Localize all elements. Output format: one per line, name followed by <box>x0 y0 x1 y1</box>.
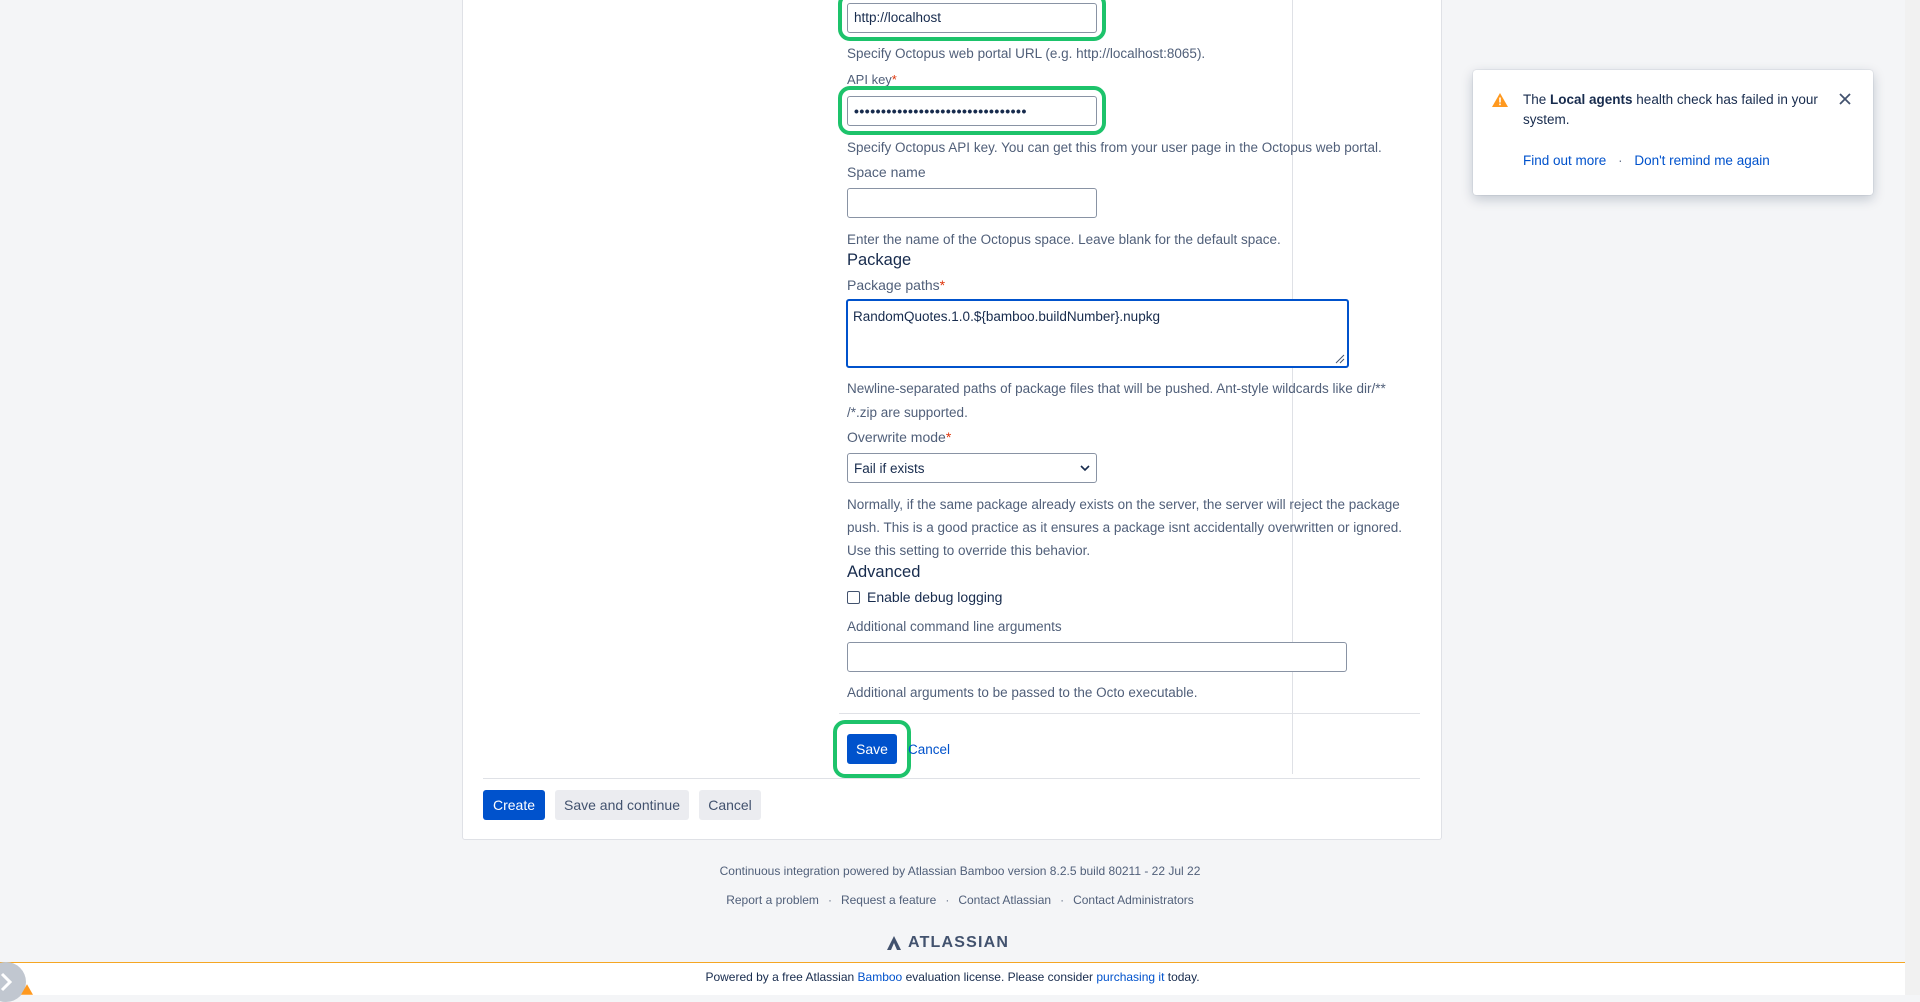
chevron-down-icon <box>1080 463 1090 473</box>
create-button[interactable]: Create <box>483 790 545 820</box>
overwrite-help-line-2: push. This is a good practice as it ensures a package isnt accidentally overwritten or ignored. <box>847 520 1403 535</box>
license-text-suffix: today. <box>1164 970 1200 984</box>
contact-administrators-link[interactable]: Contact Administrators <box>1073 893 1194 907</box>
space-name-label: Space name <box>847 164 926 180</box>
package-paths-value: RandomQuotes.1.0.${bamboo.buildNumber}.nupkg <box>853 309 1160 324</box>
footer-links: Report a problem · Request a feature · Contact Atlassian · Contact Administrators <box>726 893 1194 907</box>
server-url-help: Specify Octopus web portal URL (e.g. http://localhost:8065). <box>847 46 1206 61</box>
space-name-help: Enter the name of the Octopus space. Leave blank for the default space. <box>847 232 1281 247</box>
warning-icon <box>1492 93 1508 107</box>
license-banner <box>0 962 1905 995</box>
license-text-prefix: Powered by a free Atlassian <box>705 970 858 984</box>
atlassian-logo-text: ATLASSIAN <box>908 934 1010 951</box>
command-args-help: Additional arguments to be passed to the Octo executable. <box>847 685 1198 700</box>
api-key-input[interactable]: •••••••••••••••••••••••••••••••• <box>847 96 1097 126</box>
debug-logging-label[interactable]: Enable debug logging <box>867 589 1003 605</box>
dont-remind-link[interactable]: Don't remind me again <box>1634 153 1770 168</box>
cancel-task-link[interactable]: Cancel <box>908 742 951 757</box>
overwrite-mode-label: Overwrite mode* <box>847 429 952 445</box>
report-problem-link[interactable]: Report a problem <box>726 893 819 907</box>
overwrite-help-line-1: Normally, if the same package already exists on the server, the server will reject the package <box>847 497 1400 512</box>
save-task-button[interactable]: Save <box>847 734 897 764</box>
command-args-input[interactable] <box>847 642 1347 672</box>
flag-actions <box>1523 153 1770 168</box>
package-paths-label: Package paths* <box>847 277 946 293</box>
close-icon[interactable] <box>1838 92 1852 106</box>
flag-action-separator: · <box>1618 153 1623 168</box>
command-args-label: Additional command line arguments <box>847 619 1062 634</box>
warning-icon <box>21 984 33 995</box>
package-heading: Package <box>847 251 912 269</box>
find-out-more-link[interactable]: Find out more <box>1523 153 1607 168</box>
collapse-sidebar-button[interactable] <box>0 962 26 1002</box>
flag-message: The Local agents health check has failed in your system. <box>1523 92 1818 127</box>
api-key-help: Specify Octopus API key. You can get this from your user page in the Octopus web portal. <box>847 140 1382 155</box>
resize-handle-icon[interactable] <box>1333 352 1345 364</box>
space-name-input[interactable] <box>847 188 1097 218</box>
server-url-input[interactable]: http://localhost <box>847 3 1097 33</box>
task-actions-divider <box>839 713 1420 714</box>
footer-powered-by: Continuous integration powered by Atlassian Bamboo version 8.2.5 build 80211 - 22 Jul 22 <box>719 864 1201 878</box>
cancel-button[interactable]: Cancel <box>699 790 761 820</box>
package-paths-help-line-2: /*.zip are supported. <box>847 405 968 420</box>
chevron-right-icon <box>0 962 26 1002</box>
atlassian-logo[interactable] <box>886 934 1009 952</box>
purchase-link[interactable]: purchasing it <box>1096 970 1165 984</box>
health-check-flag <box>1473 70 1873 195</box>
bamboo-link[interactable]: Bamboo <box>857 970 903 984</box>
package-paths-textarea[interactable] <box>846 299 1349 368</box>
debug-logging-checkbox[interactable] <box>847 591 860 604</box>
package-paths-help-line-1: Newline-separated paths of package files that will be pushed. Ant-style wildcards like dir/** <box>847 381 1386 396</box>
license-text-middle: evaluation license. Please consider <box>902 970 1097 984</box>
atlassian-mark-icon <box>886 935 902 951</box>
save-and-continue-button[interactable]: Save and continue <box>555 790 689 820</box>
overwrite-mode-select[interactable] <box>847 453 1097 483</box>
page-actions-divider <box>483 778 1420 779</box>
api-key-label: API key* <box>847 72 897 87</box>
page-scrollbar[interactable] <box>1905 0 1920 995</box>
request-feature-link[interactable]: Request a feature <box>840 893 937 907</box>
overwrite-mode-value: Fail if exists <box>854 461 925 476</box>
advanced-heading: Advanced <box>847 563 921 581</box>
contact-atlassian-link[interactable]: Contact Atlassian <box>958 893 1052 907</box>
overwrite-help-line-3: Use this setting to override this behavior. <box>847 543 1091 558</box>
